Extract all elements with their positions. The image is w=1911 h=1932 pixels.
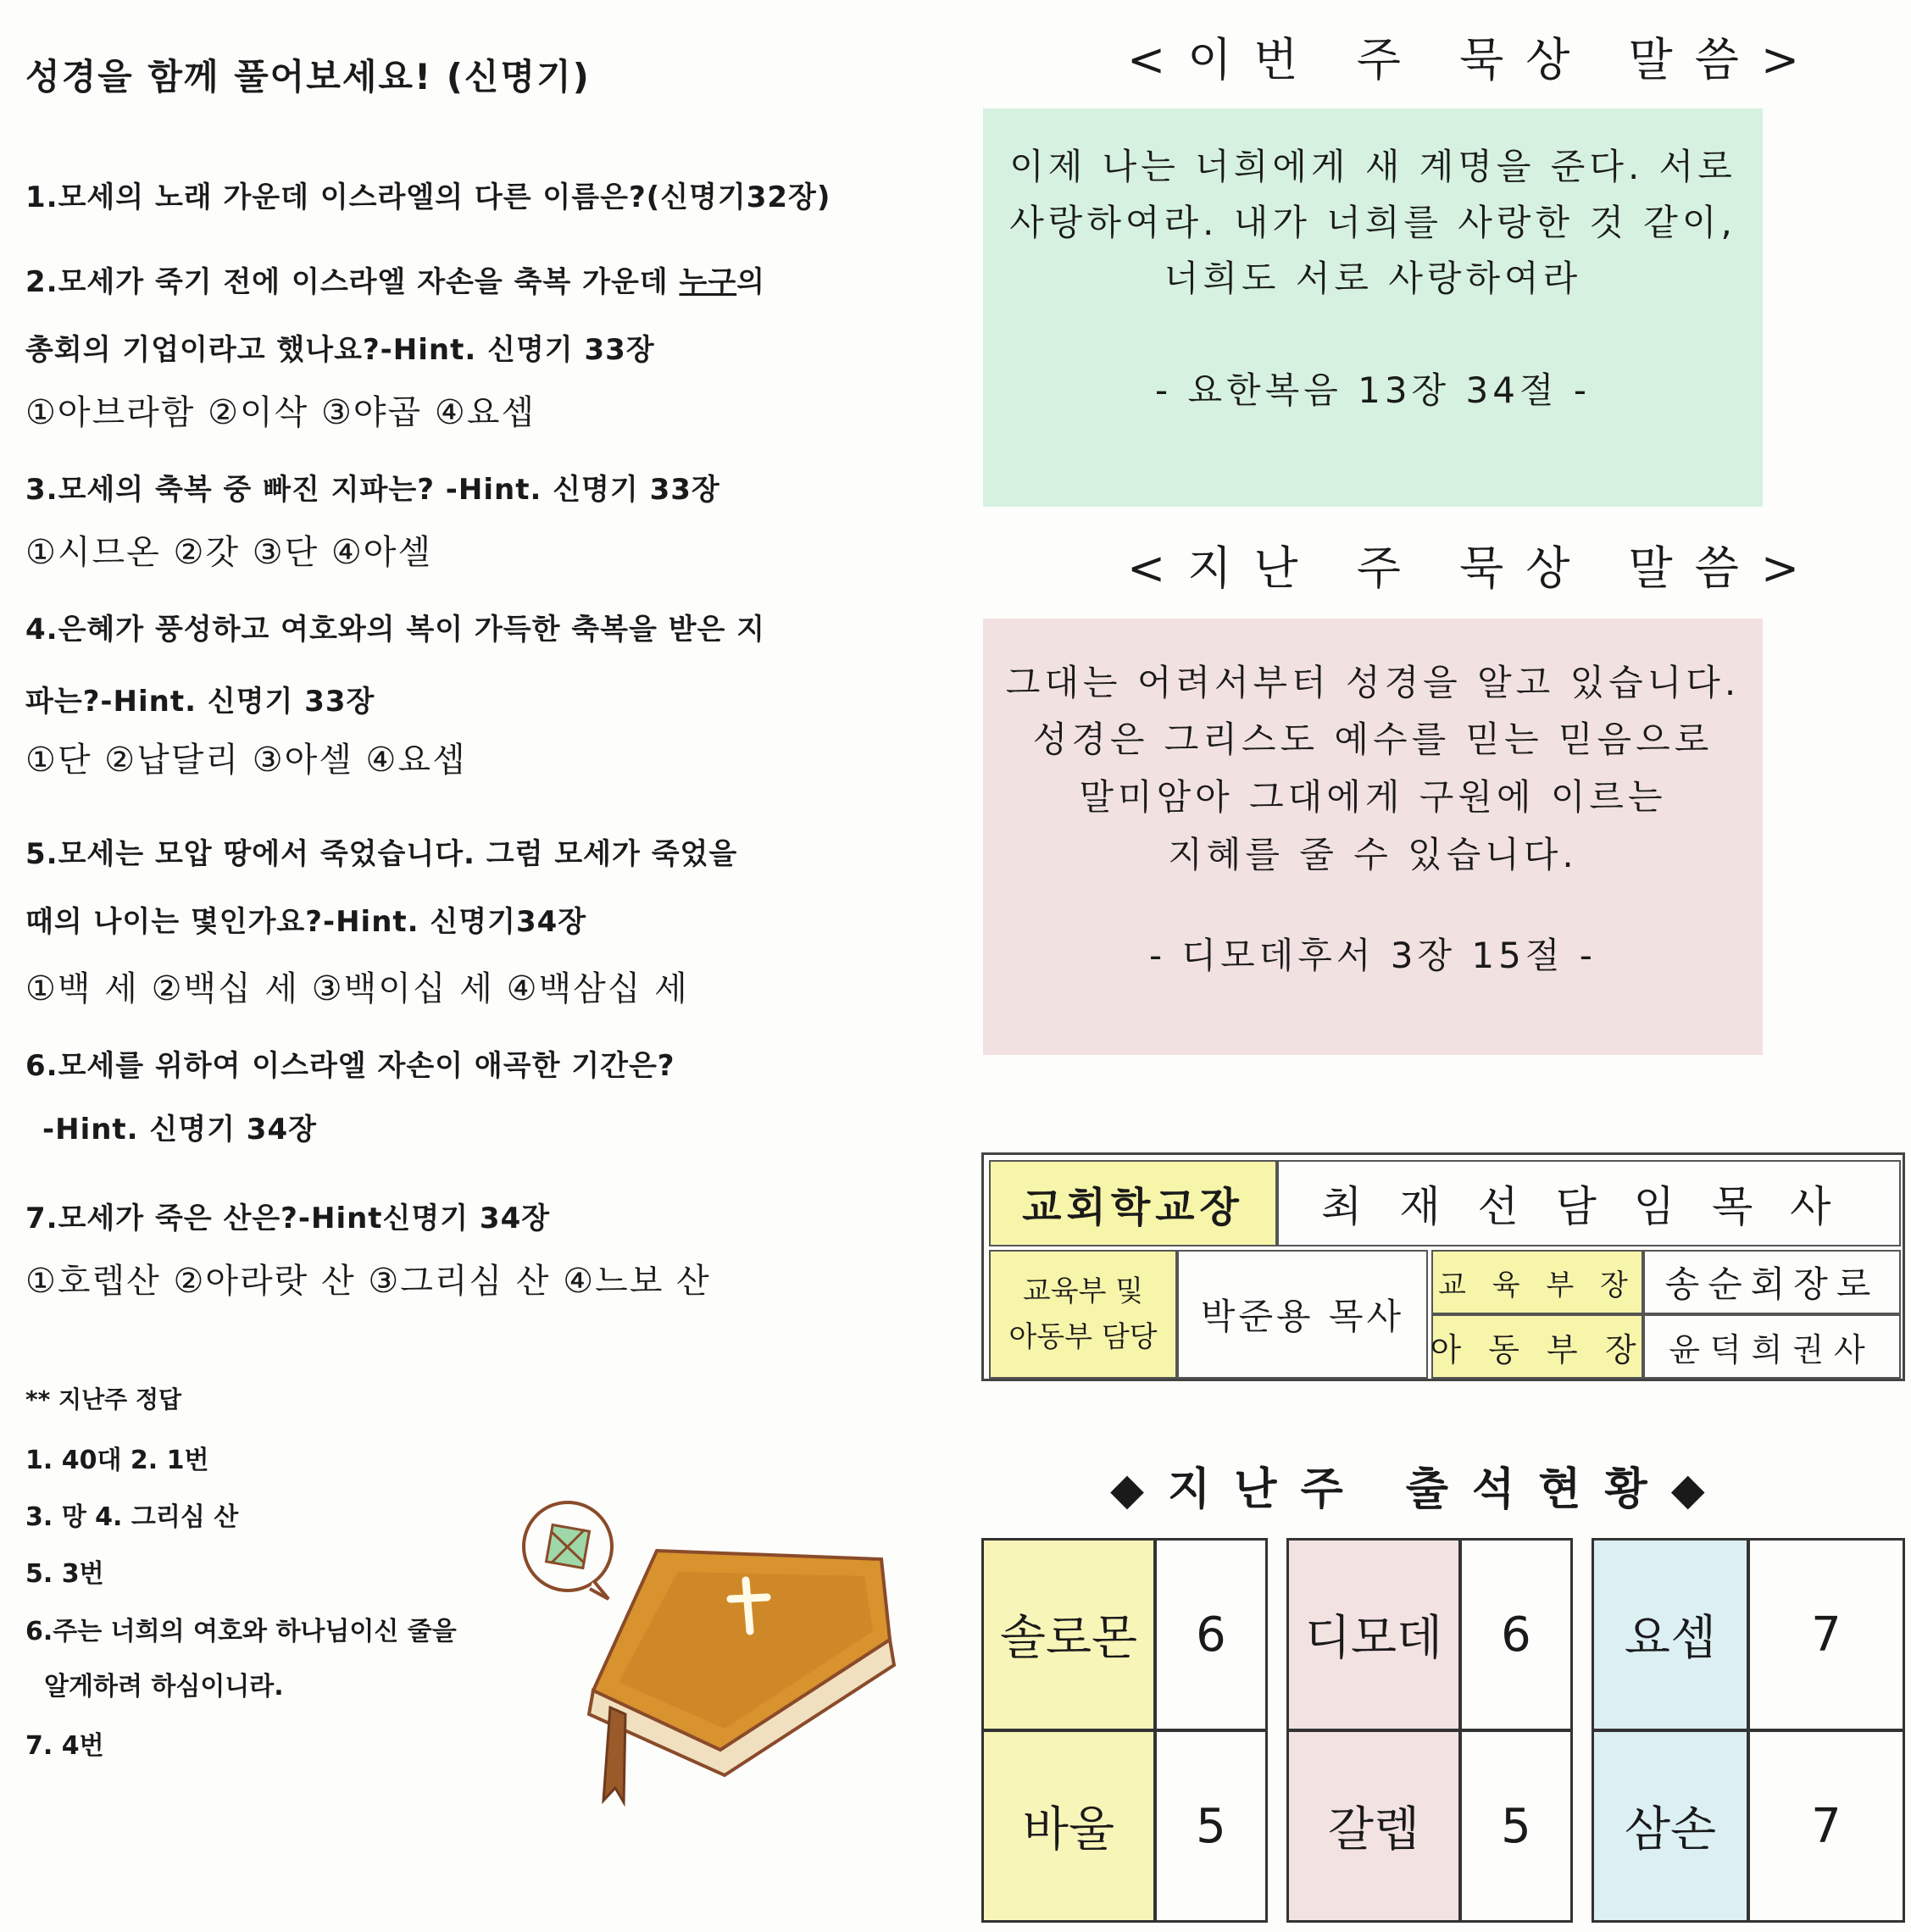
verse-this-week-heading: <이번 주 묵상 말씀> xyxy=(1127,33,1822,86)
question-5-options: ①백 세 ②백십 세 ③백이십 세 ④백삼십 세 xyxy=(25,969,689,1008)
question-3: 3.모세의 축복 중 빠진 지파는? -Hint. 신명기 33장 xyxy=(25,473,720,507)
verse-last-week-heading: <지난 주 묵상 말씀> xyxy=(1127,541,1822,595)
verse-last-week-line-3: 말미암아 그대에게 구원에 이르는 xyxy=(1079,776,1667,818)
question-6-line-1: 6.모세를 위하여 이스라엘 자손이 애곡한 기간은? xyxy=(25,1049,675,1083)
group-name: 갈렙 xyxy=(1286,1729,1461,1923)
question-2-underlined-word: 누구 xyxy=(679,265,737,299)
answers-line-3: 5. 3번 xyxy=(25,1559,104,1589)
edu-head-value: 송순회장로 xyxy=(1643,1250,1901,1314)
edu-dept-value: 박준용 목사 xyxy=(1177,1250,1428,1379)
child-head-value: 윤덕희권사 xyxy=(1643,1314,1901,1379)
question-4-line-1: 4.은혜가 풍성하고 여호와의 복이 가득한 축복을 받은 지 xyxy=(25,613,765,647)
answers-line-6: 7. 4번 xyxy=(25,1731,104,1761)
group-name: 요셉 xyxy=(1592,1538,1749,1731)
group-count: 5 xyxy=(1459,1729,1573,1923)
question-2-line-1 xyxy=(25,258,765,300)
question-4-options: ①단 ②납달리 ③아셀 ④요셉 xyxy=(25,741,467,780)
principal-value: 최 재 선 담 임 목 사 xyxy=(1277,1160,1901,1246)
verse-last-week-reference: - 디모데후서 3장 15절 - xyxy=(1149,935,1597,976)
verse-last-week-line-2: 성경은 그리스도 예수를 믿는 믿음으로 xyxy=(1032,719,1714,760)
group-count: 5 xyxy=(1154,1729,1268,1923)
verse-last-week-line-4: 지혜를 줄 수 있습니다. xyxy=(1168,834,1578,875)
question-2-options: ①아브라함 ②이삭 ③야곱 ④요셉 xyxy=(25,393,536,432)
verse-this-week-reference: - 요한복음 13장 34절 - xyxy=(1154,369,1592,411)
group-name: 솔로몬 xyxy=(981,1538,1156,1731)
edu-dept-label-line-1: 교육부 및 xyxy=(1022,1274,1144,1308)
answers-line-5: 알게하려 하심이니라. xyxy=(44,1672,284,1702)
answers-line-2: 3. 망 4. 그리심 산 xyxy=(25,1502,239,1532)
answers-line-1: 1. 40대 2. 1번 xyxy=(25,1446,209,1475)
group-count: 7 xyxy=(1747,1729,1905,1923)
verse-last-week-line-1: 그대는 어려서부터 성경을 알고 있습니다. xyxy=(1005,662,1741,703)
question-2-text-b: 의 xyxy=(736,265,766,299)
group-count: 6 xyxy=(1459,1538,1573,1731)
verse-this-week-line-3: 너희도 서로 사랑하여라 xyxy=(1164,258,1582,299)
group-name: 바울 xyxy=(981,1729,1156,1923)
group-name: 삼손 xyxy=(1592,1729,1749,1923)
question-2-line-2: 총회의 기업이라고 했나요?-Hint. 신명기 33장 xyxy=(25,333,655,367)
verse-this-week-line-1: 이제 나는 너희에게 새 계명을 준다. 서로 xyxy=(1009,146,1736,187)
edu-head-label: 교 육 부 장 xyxy=(1431,1250,1643,1314)
group-count: 7 xyxy=(1747,1538,1905,1731)
question-3-options: ①시므온 ②갓 ③단 ④아셀 xyxy=(25,533,433,572)
question-5-line-1: 5.모세는 모압 땅에서 죽었습니다. 그럼 모세가 죽었을 xyxy=(25,837,738,871)
quiz-title: 성경을 함께 풀어보세요! (신명기) xyxy=(25,56,591,97)
verse-this-week-line-2: 사랑하여라. 내가 너희를 사랑한 것 같이, xyxy=(1009,202,1736,243)
edu-dept-label-line-2: 아동부 담당 xyxy=(1008,1320,1158,1354)
question-2-text-a: 2.모세가 죽기 전에 이스라엘 자손을 축복 가운데 xyxy=(25,265,680,299)
principal-label: 교회학교장 xyxy=(989,1160,1277,1246)
question-6-line-2: -Hint. 신명기 34장 xyxy=(42,1113,317,1146)
question-5-line-2: 때의 나이는 몇인가요?-Hint. 신명기34장 xyxy=(25,905,587,939)
staff-table xyxy=(981,1152,1905,1381)
verse-last-week-box xyxy=(983,619,1763,1055)
group-name: 디모데 xyxy=(1286,1538,1461,1731)
verse-this-week-box xyxy=(983,108,1763,507)
attendance-title: ◆지난주 출석현황◆ xyxy=(1110,1464,1729,1515)
child-head-label: 아 동 부 장 xyxy=(1431,1314,1643,1379)
group-count: 6 xyxy=(1154,1538,1268,1731)
question-4-line-2: 파는?-Hint. 신명기 33장 xyxy=(25,685,375,719)
question-7: 7.모세가 죽은 산은?-Hint신명기 34장 xyxy=(25,1202,551,1235)
bible-illustration xyxy=(508,1496,907,1835)
question-7-options: ①호렙산 ②아라랏 산 ③그리심 산 ④느보 산 xyxy=(25,1262,711,1301)
edu-dept-label xyxy=(989,1250,1177,1379)
question-1: 1.모세의 노래 가운데 이스라엘의 다른 이름은?(신명기32장) xyxy=(25,180,831,214)
answers-line-4: 6.주는 너희의 여호와 하나님이신 줄을 xyxy=(25,1617,457,1646)
answers-title: ** 지난주 정답 xyxy=(25,1385,182,1413)
